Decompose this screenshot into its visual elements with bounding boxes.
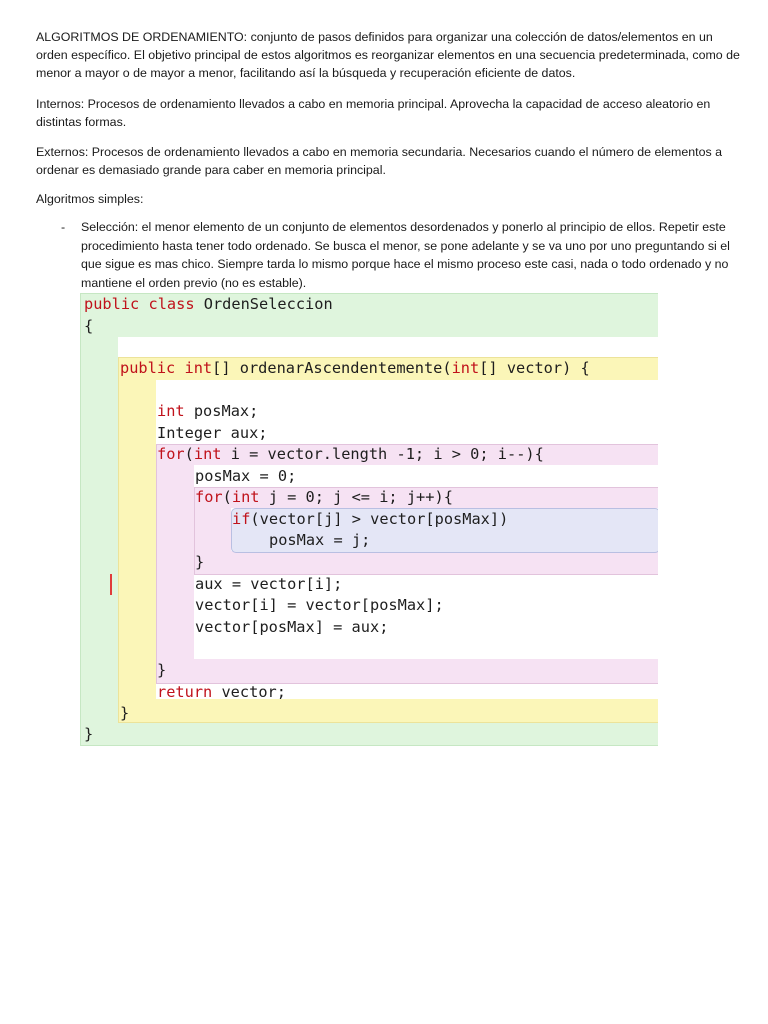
- return-value: vector;: [212, 683, 286, 701]
- code-line-3: [120, 358, 590, 380]
- code-line-10: posMax = j;: [269, 531, 371, 549]
- keyword: return: [157, 683, 213, 701]
- condition: (vector[j] > vector[posMax]): [250, 510, 509, 528]
- loop-header: j = 0; j <= i; j++){: [259, 488, 453, 506]
- code-line-13: vector[i] = vector[posMax];: [195, 596, 444, 614]
- externos-paragraph: Externos: Procesos de ordenamiento llevados a cabo en memoria secundaria. Necesarios cuando el número de elementos a ordenar es demasiado grande para caber en memoria principal.: [36, 145, 723, 177]
- keyword: int: [451, 359, 480, 377]
- algoritmos-simples-heading: Algoritmos simples:: [36, 192, 144, 206]
- class-name: OrdenSeleccion: [194, 295, 333, 313]
- keyword: if: [232, 510, 251, 528]
- intro-paragraph: ALGORITMOS DE ORDENAMIENTO: conjunto de pasos definidos para organizar una colección de datos/elementos en un orden específico. El objetivo principal de estos algoritmos es reorganizar elementos en una secuencia predeterminada, como de menor a mayor o de mayor a menor, facilitando así la búsqueda y recuperación eficiente de datos.: [36, 30, 740, 80]
- method-params: [] vector) {: [479, 359, 590, 377]
- keyword: for: [195, 488, 223, 506]
- code-line-12: aux = vector[i];: [195, 575, 343, 593]
- paren: (: [222, 488, 232, 506]
- keyword: int: [193, 445, 222, 463]
- internos-paragraph: Internos: Procesos de ordenamiento llevados a cabo en memoria principal. Aprovecha la capacidad de acceso aleatorio en distintas formas.: [36, 97, 711, 129]
- code-line-4: [157, 401, 258, 423]
- text-cursor: [110, 574, 112, 595]
- code-line-1: [84, 294, 333, 316]
- keyword: int: [157, 402, 185, 420]
- keyword: int: [231, 488, 260, 506]
- list-bullet: -: [61, 220, 66, 234]
- method-signature: [] ordenarAscendentemente(: [212, 359, 452, 377]
- keyword: class: [148, 295, 195, 313]
- code-line-17: }: [120, 704, 130, 722]
- code-line-2: {: [84, 317, 94, 335]
- keyword: int: [184, 359, 213, 377]
- code-line-16: [157, 682, 286, 704]
- keyword: for: [157, 445, 185, 463]
- code-screenshot: [80, 293, 658, 746]
- code-line-9: [232, 509, 508, 531]
- code-line-7: posMax = 0;: [195, 467, 297, 485]
- declaration: posMax;: [184, 402, 259, 420]
- paren: (: [184, 445, 194, 463]
- keyword: public: [84, 295, 140, 313]
- code-line-14: vector[posMax] = aux;: [195, 618, 389, 636]
- code-line-11: }: [195, 553, 205, 571]
- code-line-15: }: [157, 661, 167, 679]
- keyword: public: [120, 359, 176, 377]
- code-line-8: [195, 487, 453, 509]
- code-line-18: }: [84, 725, 94, 743]
- seleccion-list-item: Selección: el menor elemento de un conjunto de elementos desordenados y ponerlo al principio de ellos. Repetir este procedimiento hasta tener todo ordenado. Se busca el menor, se pone adelante y se va uno por uno preguntando si el que sigue es mas chico. Siempre tarda lo mismo porque hace el mismo proceso este casi, nada o todo ordenado y no mantiene el orden previo (no es estable).: [81, 220, 730, 290]
- loop-header: i = vector.length -1; i > 0; i--){: [221, 445, 544, 463]
- code-line-6: [157, 444, 544, 466]
- code-line-5: Integer aux;: [157, 424, 268, 442]
